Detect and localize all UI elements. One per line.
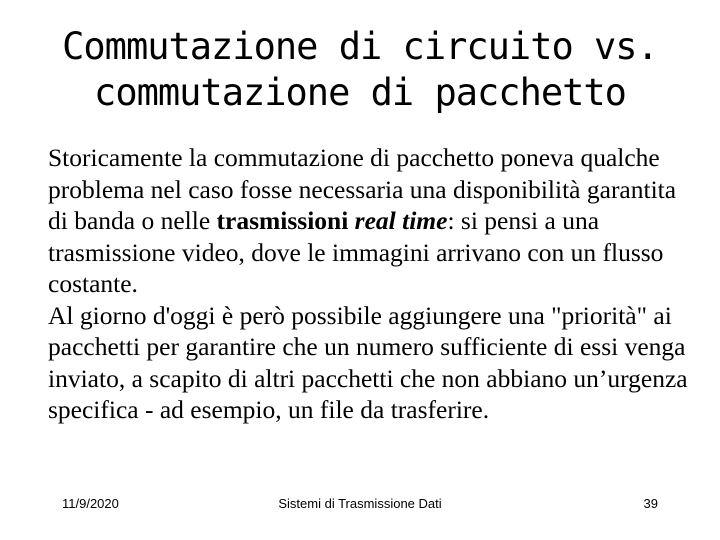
slide-title-line-1: Commutazione di circuito vs. bbox=[62, 25, 658, 68]
footer-date: 11/9/2020 bbox=[62, 496, 119, 511]
page-number: 39 bbox=[643, 496, 658, 511]
body-paragraph-2: Al giorno d'oggi è però possibile aggiungere una "priorità" ai pacchetti per garantire che un numero sufficiente di essi venga inviato, a scapito di altri pacchetti che non abbiano un’urgenza specifica - ad esempio, un file da trasferire. bbox=[48, 300, 688, 424]
slide-body bbox=[48, 142, 698, 426]
emphasis-trasmissioni: trasmissioni bbox=[216, 206, 349, 235]
slide-title bbox=[20, 24, 700, 116]
paragraph-1-text-end: : si pensi a una trasmissione video, dove le immagini arrivano con un flusso costante. bbox=[48, 206, 664, 298]
body-paragraph-1 bbox=[48, 142, 698, 300]
slide-title-line-2: commutazione di pacchetto bbox=[94, 71, 626, 114]
footer-title: Sistemi di Trasmissione Dati bbox=[278, 496, 442, 511]
paragraph-1-text: Storicamente la commutazione di pacchetto poneva qualche problema nel caso fosse necessaria una disponibilità garantita di banda o nelle bbox=[48, 143, 677, 235]
emphasis-real-time: real time bbox=[354, 206, 448, 235]
